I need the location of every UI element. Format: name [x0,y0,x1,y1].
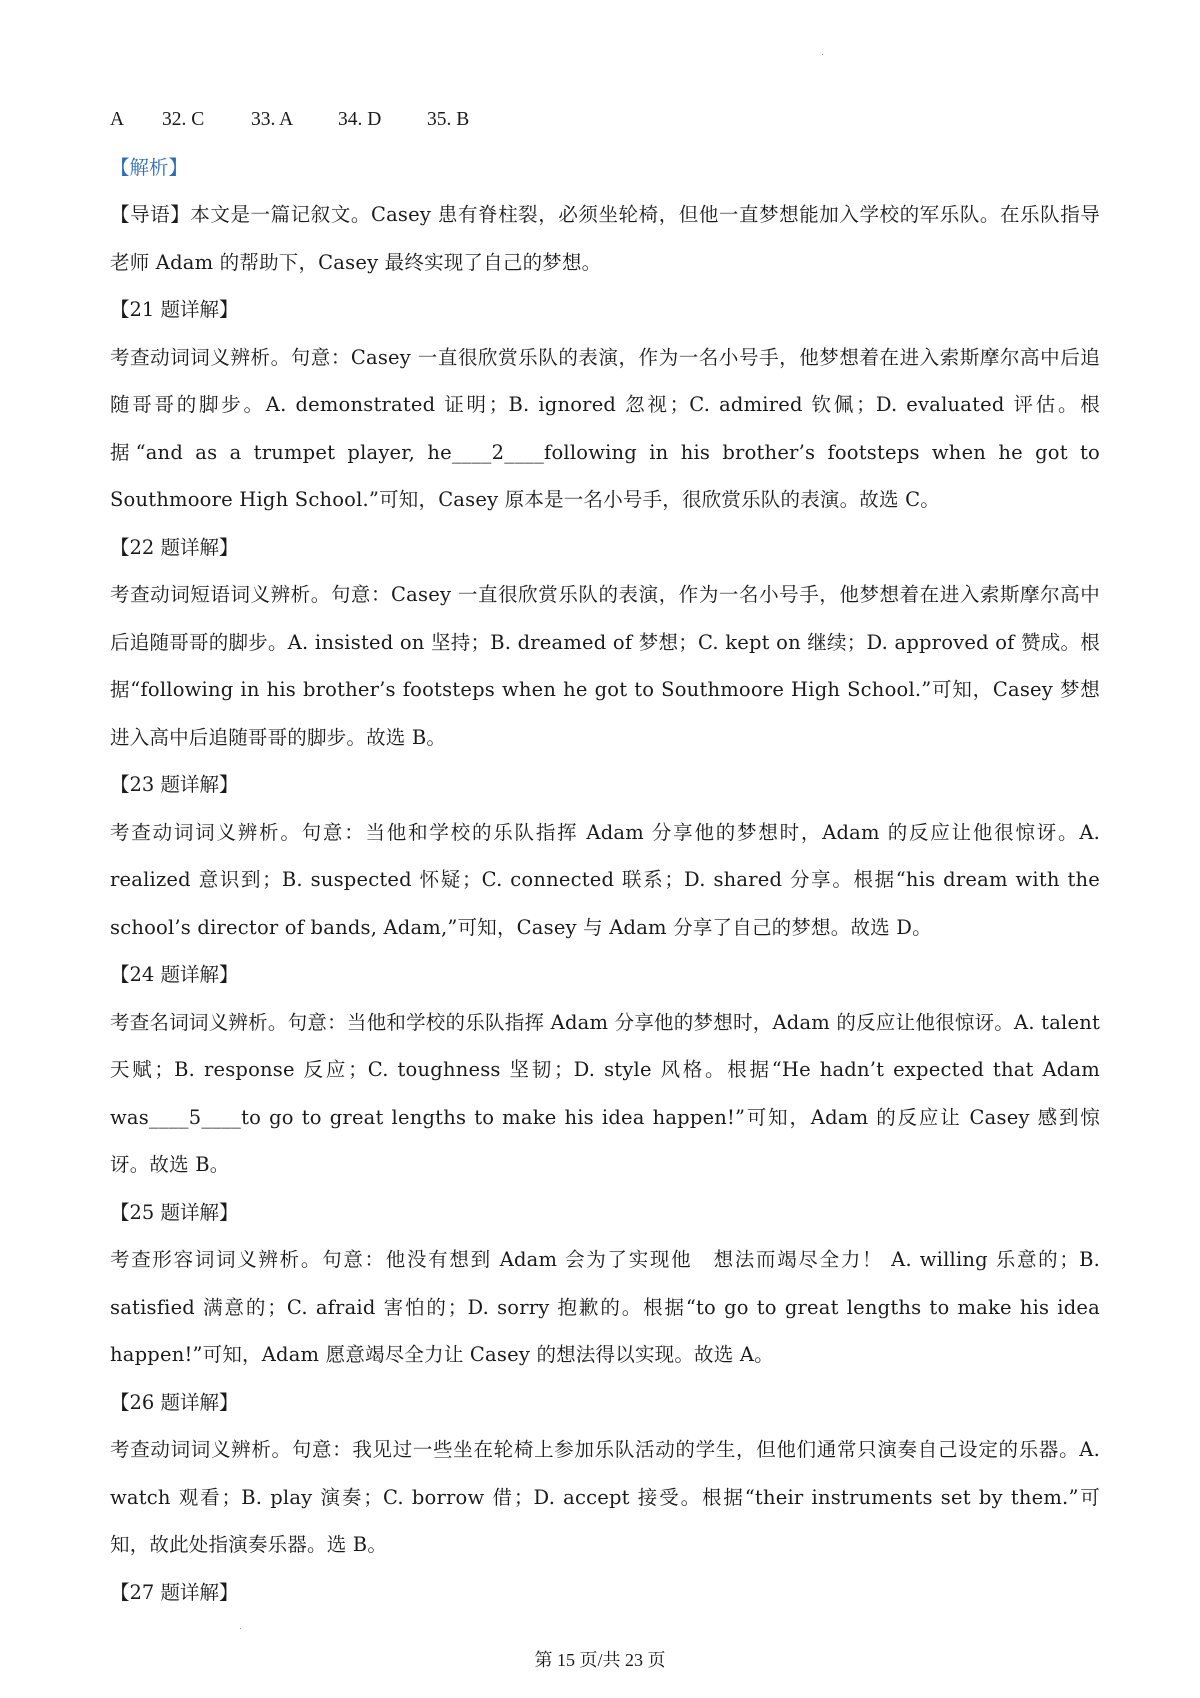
section-body-21: 考查动词词义辨析。句意：Casey 一直很欣赏乐队的表演，作为一名小号手，他梦想着在进入索斯摩尔高中后追随哥哥的脚步。A. demonstrated 证明；B. ignored 忽视；C. admired 钦佩；D. evaluated 评估。根据“and as a trumpet player, he____2____following in his brother’s footsteps when he got to Southmoore High School.”可知，Casey 原本是一名小号手，很欣赏乐队的表演。故选 C。 [110,345,1100,511]
scan-speck [822,54,823,55]
section-body-23: 考查动词词义辨析。句意：当他和学校的乐队指挥 Adam 分享他的梦想时，Adam 的反应让他很惊讶。A. realized 意识到；B. suspected 怀疑；C. connected 联系；D. shared 分享。根据“his dream with the school’s director of bands, Adam,”可知，Casey 与 Adam 分享了自己的梦想。故选 D。 [110,820,1100,939]
answer-item: 33. A [251,109,294,130]
answer-item: 32. C [162,109,205,130]
analysis-label: 【解析】 [110,155,189,179]
section-heading-27: 【27 题详解】 [110,1580,239,1604]
section-heading-24: 【24 题详解】 [110,963,239,986]
section-heading-26: 【26 题详解】 [110,1390,239,1414]
intro-paragraph: 【导语】本文是一篇记叙文。Casey 患有脊柱裂，必须坐轮椅，但他一直梦想能加入学校的军乐队。在乐队指导老师 Adam 的帮助下，Casey 最终实现了自己的梦想。 [110,203,1100,274]
section-heading-23: 【23 题详解】 [110,773,239,796]
page-content [110,96,1100,1616]
answer-item: 35. B [427,109,470,130]
scan-speck [240,1628,241,1629]
section-heading-25: 【25 题详解】 [110,1200,239,1224]
page-footer: 第 15 页/共 23 页 [534,1650,666,1670]
section-heading-22: 【22 题详解】 [110,535,239,559]
answer-item: 34. D [338,109,382,130]
section-body-22: 考查动词短语词义辨析。句意：Casey 一直很欣赏乐队的表演，作为一名小号手，他梦想着在进入索斯摩尔高中后追随哥哥的脚步。A. insisted on 坚持；B. dreamed of 梦想；C. kept on 继续；D. approved of 赞成。根据“following in his brother’s footsteps when he got to Southmoore High School.”可知，Casey 梦想进入高中后追随哥哥的脚步。故选 B。 [110,583,1100,749]
section-heading-21: 【21 题详解】 [110,298,239,321]
section-body-24: 考查名词词义辨析。句意：当他和学校的乐队指挥 Adam 分享他的梦想时，Adam 的反应让他很惊讶。A. talent 天赋；B. response 反应；C. toughness 坚韧；D. style 风格。根据“He hadn’t expected that Adam was____5____to go to great lengths to make his idea happen!”可知，Adam 的反应让 Casey 感到惊讶。故选 B。 [110,1010,1100,1176]
answer-key-row [110,96,1100,144]
section-body-25: 考查形容词词义辨析。句意：他没有想到 Adam 会为了实现他 想法而竭尽全力！ A. willing 乐意的；B. satisfied 满意的；C. afraid 害怕的；D. sorry 抱歉的。根据“to go to great lengths to make his idea happen!”可知，Adam 愿意竭尽全力让 Casey 的想法得以实现。故选 A。 [110,1248,1100,1366]
answer-item: A [110,109,125,130]
section-body-26: 考查动词词义辨析。句意：我见过一些坐在轮椅上参加乐队活动的学生，但他们通常只演奏自己设定的乐器。A. watch 观看；B. play 演奏；C. borrow 借；D. accept 接受。根据“their instruments set by them.”可知，故此处指演奏乐器。选 B。 [110,1438,1100,1556]
